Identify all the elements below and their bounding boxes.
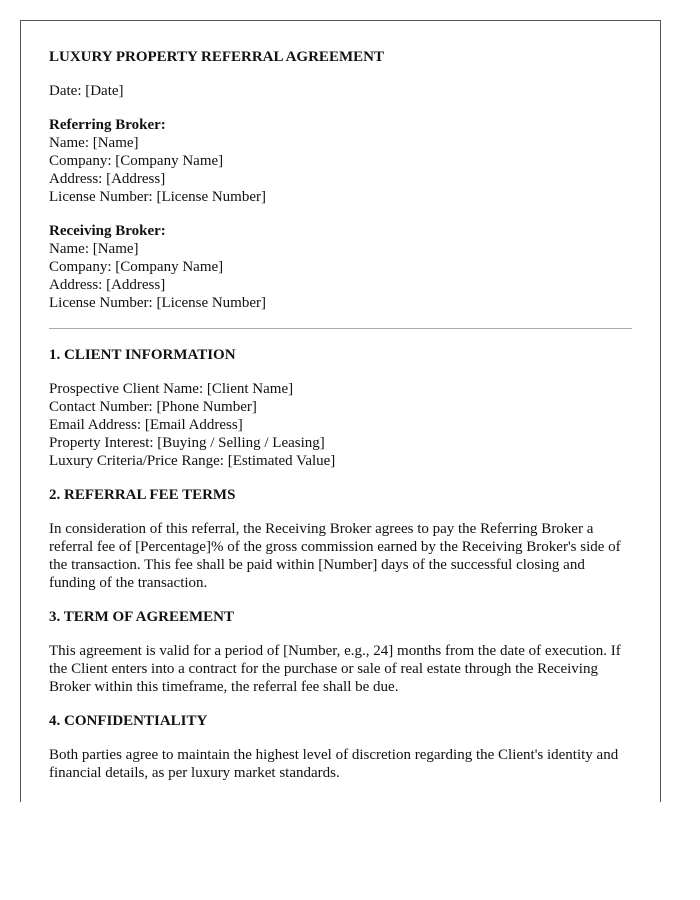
- referring-broker-license: License Number: [License Number]: [49, 189, 266, 205]
- referral-fee-heading: 2. REFERRAL FEE TERMS: [49, 487, 236, 503]
- term-of-agreement-heading: 3. TERM OF AGREEMENT: [49, 609, 235, 625]
- client-name-line: Prospective Client Name: [Client Name]: [49, 381, 294, 397]
- receiving-broker-block: [49, 222, 632, 312]
- client-information-body: [49, 380, 632, 470]
- referring-broker-company: Company: [Company Name]: [49, 153, 224, 169]
- client-property-interest-line: Property Interest: [Buying / Selling / Leasing]: [49, 435, 325, 451]
- confidentiality-heading: 4. CONFIDENTIALITY: [49, 713, 208, 729]
- client-information-heading: 1. CLIENT INFORMATION: [49, 347, 236, 363]
- receiving-broker-company: Company: [Company Name]: [49, 259, 224, 275]
- client-email-line: Email Address: [Email Address]: [49, 417, 243, 433]
- section-divider: [49, 328, 632, 329]
- confidentiality-paragraph: Both parties agree to maintain the highest level of discretion regarding the Client's identity and financial details, as per luxury market standards.: [49, 747, 619, 781]
- referral-fee-paragraph: In consideration of this referral, the Receiving Broker agrees to pay the Referring Broker a referral fee of [Percentage]% of the gross commission earned by the Receiving Broker's side of the transaction. This fee shall be paid within [Number] days of the successful closing and funding of the transaction.: [49, 521, 621, 591]
- receiving-broker-name: Name: [Name]: [49, 241, 139, 257]
- referring-broker-label: Referring Broker:: [49, 117, 166, 133]
- referring-broker-name: Name: [Name]: [49, 135, 139, 151]
- client-price-range-line: Luxury Criteria/Price Range: [Estimated Value]: [49, 453, 336, 469]
- term-of-agreement-paragraph: This agreement is valid for a period of [Number, e.g., 24] months from the date of execution. If the Client enters into a contract for the purchase or sale of real estate through the Receiving Broker within this timeframe, the referral fee shall be due.: [49, 643, 621, 695]
- receiving-broker-license: License Number: [License Number]: [49, 295, 266, 311]
- receiving-broker-address: Address: [Address]: [49, 277, 166, 293]
- document-title: LUXURY PROPERTY REFERRAL AGREEMENT: [49, 49, 384, 65]
- agreement-page: [20, 20, 661, 802]
- date-line: Date: [Date]: [49, 83, 124, 99]
- referring-broker-address: Address: [Address]: [49, 171, 166, 187]
- receiving-broker-label: Receiving Broker:: [49, 223, 166, 239]
- referring-broker-block: [49, 116, 632, 206]
- client-contact-line: Contact Number: [Phone Number]: [49, 399, 257, 415]
